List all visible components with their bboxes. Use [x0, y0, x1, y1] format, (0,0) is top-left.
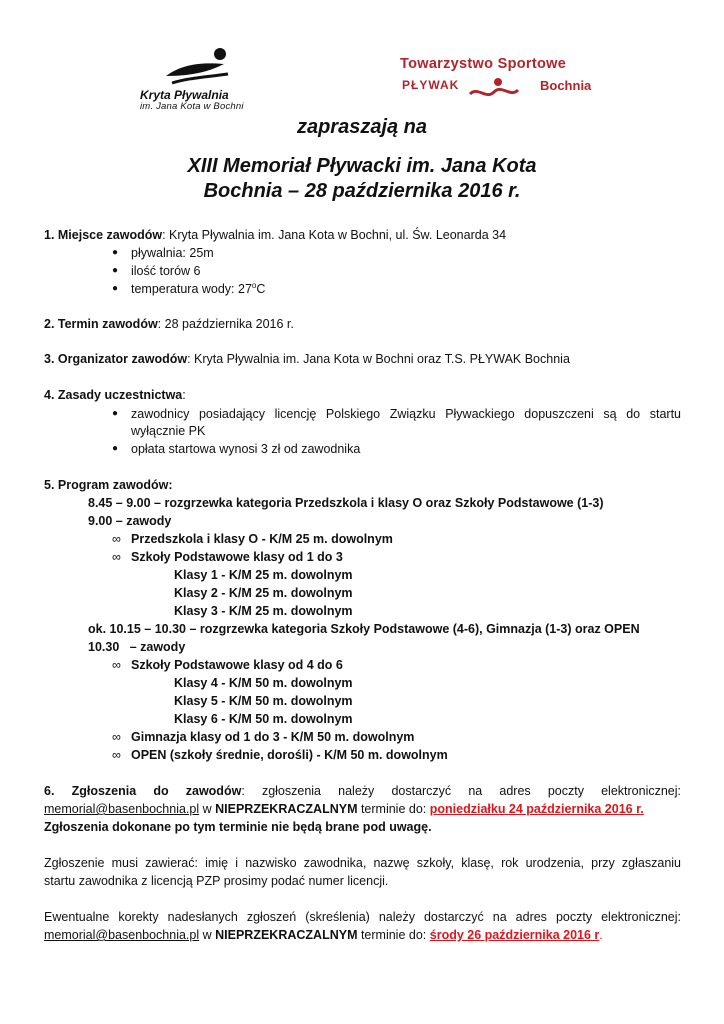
infinity-bullet-icon: ∞	[112, 658, 121, 672]
program-subitem: Klasy 2 - K/M 25 m. dowolnym	[174, 586, 353, 600]
list-item: zawodnicy posiadający licencję Polskiego Związku Pływackiego dopuszczeni są do startu	[131, 407, 681, 421]
program-subitem: Klasy 4 - K/M 50 m. dowolnym	[174, 676, 353, 690]
list-item: opłata startowa wynosi 3 zł od zawodnika	[131, 442, 361, 456]
corrections-deadline-line	[44, 926, 603, 944]
infinity-bullet-icon: ∞	[112, 748, 121, 762]
section-text: : Kryta Pływalnia im. Jana Kota w Bochni oraz T.S. PŁYWAK Bochnia	[187, 352, 570, 366]
temperature-unit: C	[256, 282, 266, 296]
program-item: OPEN (szkoły średnie, dorośli) - K/M 50 m. dowolnym	[131, 748, 448, 762]
invite-line: zapraszają na	[296, 116, 428, 138]
bullet-dot-icon: ●	[112, 265, 119, 276]
degree-sup: o	[251, 280, 257, 290]
warmup-2: ok. 10.15 – 10.30 – rozgrzewka kategoria Szkoły Podstawowe (4-6), Gimnazja (1-3) oraz OPEN	[88, 622, 640, 636]
connector: w	[199, 928, 216, 942]
program-item: Szkoły Podstawowe klasy od 4 do 6	[131, 658, 343, 672]
club-logo-name: PŁYWAK	[402, 78, 460, 92]
deadline-period: .	[599, 928, 603, 942]
infinity-bullet-icon: ∞	[112, 730, 121, 744]
section-text: : zgłoszenia należy dostarczyć na adres poczty elektronicznej:	[241, 784, 682, 798]
list-item	[131, 280, 265, 298]
section-label: 3. Organizator zawodów	[44, 352, 188, 366]
temperature-label: temperatura wody: 27	[131, 282, 252, 296]
program-item: Gimnazja klasy od 1 do 3 - K/M 50 m. dowolnym	[131, 730, 415, 744]
bullet-dot-icon: ●	[112, 408, 119, 419]
program-subitem: Klasy 6 - K/M 50 m. dowolnym	[174, 712, 353, 726]
entry-contents-line: startu zawodnika z licencją PZP prosimy podać numer licencji.	[44, 874, 389, 888]
entry-contents-line: Zgłoszenie musi zawierać: imię i nazwisko zawodnika, nazwę szkoły, klasę, rok urodzenia, przy zgłaszaniu	[44, 856, 681, 870]
section-label: 6. Zgłoszenia do zawodów	[44, 784, 242, 798]
section-program: 5. Program zawodów:	[44, 478, 173, 492]
section-organizer	[44, 350, 570, 368]
entries-deadline: poniedziałku 24 października 2016 r.	[429, 802, 644, 816]
section-colon: :	[182, 388, 186, 402]
section-rules	[44, 386, 186, 404]
corrections-line: Ewentualne korekty nadesłanych zgłoszeń (skreślenia) należy dostarczyć na adres poczty elektronicznej:	[44, 910, 681, 924]
program-item: Przedszkola i klasy O - K/M 25 m. dowolnym	[131, 532, 393, 546]
club-logo	[400, 56, 630, 106]
entries-deadline-line	[44, 800, 644, 818]
club-logo-city: Bochnia	[540, 78, 592, 93]
section-label: 1. Miejsce zawodów	[44, 228, 163, 242]
program-item: Szkoły Podstawowe klasy od 1 do 3	[131, 550, 343, 564]
list-item: ilość torów 6	[131, 264, 201, 278]
program-subitem: Klasy 1 - K/M 25 m. dowolnym	[174, 568, 353, 582]
email-link[interactable]: memorial@basenbochnia.pl	[44, 928, 200, 942]
list-item: pływalnia: 25m	[131, 246, 214, 260]
email-link[interactable]: memorial@basenbochnia.pl	[44, 802, 200, 816]
start-2: 10.30 – zawody	[88, 640, 186, 654]
pool-logo-subtitle: im. Jana Kota w Bochni	[140, 101, 244, 112]
bullet-dot-icon: ●	[112, 443, 119, 454]
wave-swimmer-icon	[468, 74, 520, 100]
program-subitem: Klasy 3 - K/M 25 m. dowolnym	[174, 604, 353, 618]
start-1: 9.00 – zawody	[88, 514, 172, 528]
event-date: Bochnia – 28 października 2016 r.	[203, 180, 521, 202]
infinity-bullet-icon: ∞	[112, 532, 121, 546]
pool-logo-name: Kryta Pływalnia	[140, 88, 229, 102]
section-label: 4. Zasady uczestnictwa	[44, 388, 183, 402]
deadline-intro: terminie do:	[357, 928, 430, 942]
strict-word: NIEPRZEKRACZALNYM	[215, 928, 358, 942]
warmup-1: 8.45 – 9.00 – rozgrzewka kategoria Przedszkola i klasy O oraz Szkoły Podstawowe (1-3)	[88, 496, 604, 510]
list-item-continuation: wyłącznie PK	[131, 424, 206, 438]
pool-logo	[140, 46, 270, 112]
corrections-deadline: środy 26 października 2016 r	[429, 928, 600, 942]
deadline-intro: terminie do:	[357, 802, 430, 816]
section-text: : 28 października 2016 r.	[157, 317, 294, 331]
event-title: XIII Memoriał Pływacki im. Jana Kota	[187, 155, 537, 177]
section-label: 2. Termin zawodów	[44, 317, 158, 331]
section-entries	[44, 782, 681, 800]
section-venue	[44, 226, 506, 244]
club-logo-title: Towarzystwo Sportowe	[400, 56, 567, 72]
bullet-dot-icon: ●	[112, 247, 119, 258]
section-text: : Kryta Pływalnia im. Jana Kota w Bochni, ul. Św. Leonarda 34	[162, 228, 507, 242]
swimmer-icon	[162, 46, 232, 86]
bullet-dot-icon: ●	[112, 283, 119, 294]
strict-word: NIEPRZEKRACZALNYM	[215, 802, 358, 816]
infinity-bullet-icon: ∞	[112, 550, 121, 564]
connector: w	[199, 802, 216, 816]
program-subitem: Klasy 5 - K/M 50 m. dowolnym	[174, 694, 353, 708]
section-date	[44, 315, 294, 333]
late-entries-note: Zgłoszenia dokonane po tym terminie nie będą brane pod uwagę.	[44, 820, 432, 834]
